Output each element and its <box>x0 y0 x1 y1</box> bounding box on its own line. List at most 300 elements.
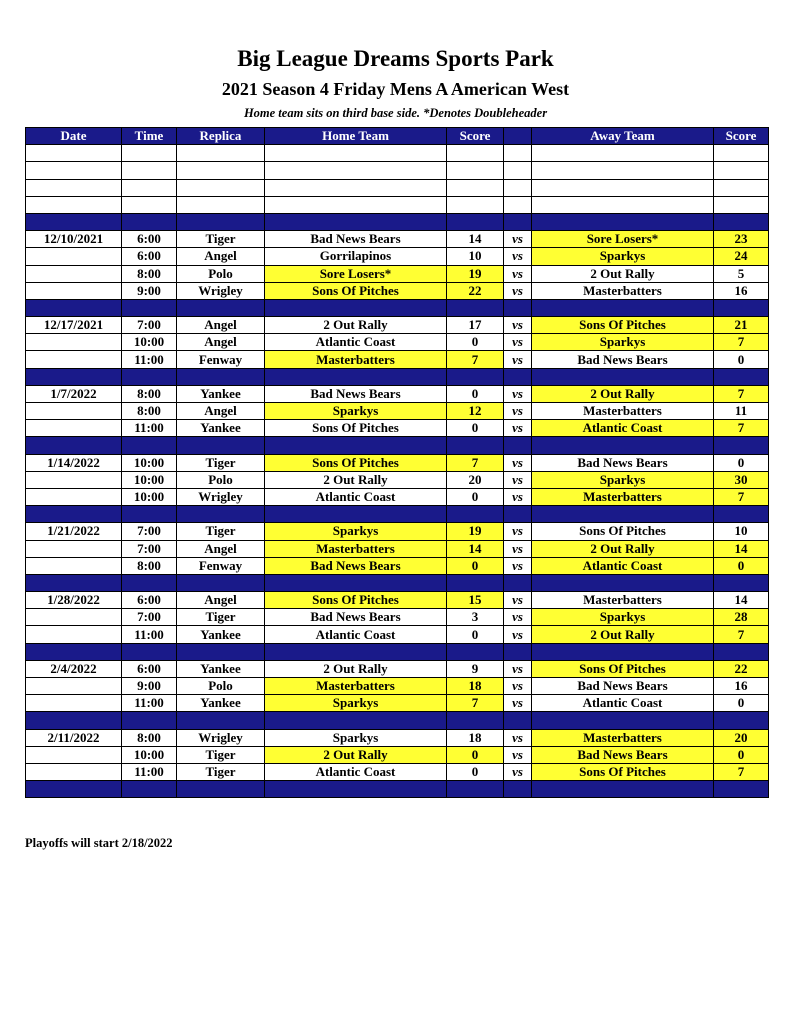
band-cell <box>265 299 447 316</box>
date-cell <box>26 488 122 505</box>
home-team-cell: Masterbatters <box>265 540 447 557</box>
playoffs-note: Playoffs will start 2/18/2022 <box>25 836 173 850</box>
replica-cell: Yankee <box>177 695 265 712</box>
vs-cell: vs <box>504 763 532 780</box>
band-cell <box>177 368 265 385</box>
time-cell <box>122 196 177 213</box>
band-cell <box>26 437 122 454</box>
away-team-cell: Sparkys <box>532 248 714 265</box>
home-score-cell: 15 <box>447 592 504 609</box>
time-cell: 10:00 <box>122 746 177 763</box>
vs-cell: vs <box>504 678 532 695</box>
date-cell: 2/4/2022 <box>26 660 122 677</box>
replica-cell <box>177 145 265 162</box>
replica-cell: Angel <box>177 334 265 351</box>
away-team-cell: Sparkys <box>532 334 714 351</box>
game-row <box>26 385 769 402</box>
home-score-cell: 0 <box>447 488 504 505</box>
home-score-cell: 7 <box>447 695 504 712</box>
band-cell <box>177 299 265 316</box>
band-cell <box>26 643 122 660</box>
band-cell <box>122 506 177 523</box>
time-cell: 6:00 <box>122 592 177 609</box>
date-cell <box>26 162 122 179</box>
page-note: Home team sits on third base side. *Denotes Doubleheader <box>243 106 548 120</box>
replica-cell: Tiger <box>177 609 265 626</box>
home-team-cell <box>265 162 447 179</box>
home-team-cell: 2 Out Rally <box>265 317 447 334</box>
date-cell <box>26 179 122 196</box>
away-score-cell: 7 <box>714 626 769 643</box>
home-score-cell: 14 <box>447 540 504 557</box>
band-cell <box>26 574 122 591</box>
away-score-cell <box>714 145 769 162</box>
date-cell: 1/21/2022 <box>26 523 122 540</box>
away-team-cell: 2 Out Rally <box>532 265 714 282</box>
vs-cell <box>504 179 532 196</box>
away-score-cell: 7 <box>714 385 769 402</box>
vs-cell: vs <box>504 471 532 488</box>
away-score-cell: 24 <box>714 248 769 265</box>
away-team-cell: Bad News Bears <box>532 678 714 695</box>
time-cell: 8:00 <box>122 265 177 282</box>
separator-band <box>26 643 769 660</box>
home-team-cell: Bad News Bears <box>265 385 447 402</box>
away-team-cell: Atlantic Coast <box>532 420 714 437</box>
home-team-cell: Atlantic Coast <box>265 334 447 351</box>
vs-cell: vs <box>504 695 532 712</box>
time-cell: 8:00 <box>122 557 177 574</box>
away-score-cell: 0 <box>714 454 769 471</box>
game-row <box>26 317 769 334</box>
time-cell: 7:00 <box>122 540 177 557</box>
time-cell <box>122 162 177 179</box>
away-team-cell: Masterbatters <box>532 282 714 299</box>
blank-row <box>26 179 769 196</box>
time-cell: 6:00 <box>122 248 177 265</box>
game-row <box>26 403 769 420</box>
game-row <box>26 334 769 351</box>
home-team-cell: Sparkys <box>265 729 447 746</box>
away-score-cell: 28 <box>714 609 769 626</box>
home-team-cell: Masterbatters <box>265 678 447 695</box>
col-header-replica: Replica <box>177 128 265 145</box>
date-cell <box>26 557 122 574</box>
separator-band <box>26 299 769 316</box>
date-cell <box>26 334 122 351</box>
band-cell <box>532 299 714 316</box>
replica-cell: Yankee <box>177 660 265 677</box>
home-score-cell <box>447 145 504 162</box>
vs-cell: vs <box>504 334 532 351</box>
home-score-cell: 19 <box>447 523 504 540</box>
col-header-time: Time <box>122 128 177 145</box>
band-cell <box>122 781 177 798</box>
band-cell <box>447 506 504 523</box>
away-score-cell: 10 <box>714 523 769 540</box>
time-cell: 8:00 <box>122 403 177 420</box>
band-cell <box>714 574 769 591</box>
home-score-cell: 18 <box>447 729 504 746</box>
game-row <box>26 592 769 609</box>
home-score-cell <box>447 179 504 196</box>
away-score-cell: 0 <box>714 351 769 368</box>
away-team-cell <box>532 162 714 179</box>
band-cell <box>265 781 447 798</box>
away-score-cell: 20 <box>714 729 769 746</box>
game-row <box>26 557 769 574</box>
date-cell <box>26 471 122 488</box>
separator-band <box>26 368 769 385</box>
away-score-cell: 0 <box>714 746 769 763</box>
band-cell <box>714 437 769 454</box>
separator-band <box>26 781 769 798</box>
home-team-cell: Atlantic Coast <box>265 488 447 505</box>
separator-band <box>26 506 769 523</box>
date-cell: 1/28/2022 <box>26 592 122 609</box>
home-team-cell: Masterbatters <box>265 351 447 368</box>
home-score-cell: 14 <box>447 231 504 248</box>
vs-cell: vs <box>504 729 532 746</box>
band-cell <box>504 712 532 729</box>
vs-cell: vs <box>504 523 532 540</box>
home-score-cell: 22 <box>447 282 504 299</box>
home-score-cell <box>447 196 504 213</box>
vs-cell: vs <box>504 454 532 471</box>
replica-cell: Angel <box>177 403 265 420</box>
band-cell <box>532 712 714 729</box>
away-score-cell: 16 <box>714 282 769 299</box>
blank-row <box>26 162 769 179</box>
away-team-cell: Masterbatters <box>532 488 714 505</box>
home-score-cell: 7 <box>447 454 504 471</box>
date-cell: 12/17/2021 <box>26 317 122 334</box>
home-team-cell: 2 Out Rally <box>265 471 447 488</box>
date-cell <box>26 420 122 437</box>
date-cell <box>26 248 122 265</box>
band-cell <box>26 299 122 316</box>
replica-cell: Tiger <box>177 746 265 763</box>
replica-cell: Angel <box>177 248 265 265</box>
home-team-cell <box>265 145 447 162</box>
home-team-cell: Sons Of Pitches <box>265 454 447 471</box>
band-cell <box>447 368 504 385</box>
game-row <box>26 248 769 265</box>
home-team-cell: Bad News Bears <box>265 609 447 626</box>
band-cell <box>714 643 769 660</box>
col-header-date: Date <box>26 128 122 145</box>
game-row <box>26 763 769 780</box>
replica-cell: Yankee <box>177 385 265 402</box>
away-team-cell: Sparkys <box>532 471 714 488</box>
game-row <box>26 695 769 712</box>
band-cell <box>714 299 769 316</box>
band-cell <box>504 643 532 660</box>
band-cell <box>122 643 177 660</box>
away-score-cell: 16 <box>714 678 769 695</box>
replica-cell: Wrigley <box>177 488 265 505</box>
band-cell <box>122 712 177 729</box>
band-cell <box>122 368 177 385</box>
replica-cell: Wrigley <box>177 729 265 746</box>
away-score-cell <box>714 162 769 179</box>
band-cell <box>122 574 177 591</box>
game-row <box>26 660 769 677</box>
home-team-cell <box>265 196 447 213</box>
home-team-cell: 2 Out Rally <box>265 660 447 677</box>
replica-cell: Fenway <box>177 351 265 368</box>
page-title: Big League Dreams Sports Park <box>237 46 554 71</box>
time-cell: 7:00 <box>122 523 177 540</box>
home-score-cell: 0 <box>447 385 504 402</box>
vs-cell: vs <box>504 626 532 643</box>
band-cell <box>532 643 714 660</box>
away-team-cell: Atlantic Coast <box>532 695 714 712</box>
home-score-cell: 0 <box>447 763 504 780</box>
game-row <box>26 746 769 763</box>
home-team-cell: Atlantic Coast <box>265 626 447 643</box>
band-cell <box>265 213 447 230</box>
away-score-cell: 22 <box>714 660 769 677</box>
date-cell <box>26 282 122 299</box>
time-cell: 9:00 <box>122 282 177 299</box>
time-cell: 9:00 <box>122 678 177 695</box>
replica-cell: Tiger <box>177 523 265 540</box>
away-score-cell: 14 <box>714 540 769 557</box>
game-row <box>26 420 769 437</box>
replica-cell: Fenway <box>177 557 265 574</box>
game-row <box>26 265 769 282</box>
band-cell <box>265 574 447 591</box>
band-cell <box>447 781 504 798</box>
vs-cell <box>504 196 532 213</box>
vs-cell: vs <box>504 317 532 334</box>
date-cell: 2/11/2022 <box>26 729 122 746</box>
time-cell: 10:00 <box>122 334 177 351</box>
away-score-cell: 7 <box>714 334 769 351</box>
time-cell <box>122 179 177 196</box>
band-cell <box>265 506 447 523</box>
home-score-cell: 19 <box>447 265 504 282</box>
vs-cell: vs <box>504 746 532 763</box>
separator-band <box>26 213 769 230</box>
home-team-cell: Sons Of Pitches <box>265 282 447 299</box>
date-cell <box>26 196 122 213</box>
vs-cell: vs <box>504 351 532 368</box>
away-team-cell: Sons Of Pitches <box>532 763 714 780</box>
date-cell <box>26 265 122 282</box>
band-cell <box>265 712 447 729</box>
game-row <box>26 540 769 557</box>
band-cell <box>122 299 177 316</box>
replica-cell: Yankee <box>177 420 265 437</box>
band-cell <box>447 712 504 729</box>
away-team-cell <box>532 145 714 162</box>
date-cell <box>26 626 122 643</box>
time-cell: 6:00 <box>122 660 177 677</box>
away-score-cell: 11 <box>714 403 769 420</box>
away-team-cell: Sore Losers* <box>532 231 714 248</box>
replica-cell <box>177 196 265 213</box>
away-score-cell <box>714 196 769 213</box>
band-cell <box>447 213 504 230</box>
date-cell: 1/7/2022 <box>26 385 122 402</box>
date-cell <box>26 678 122 695</box>
vs-cell: vs <box>504 248 532 265</box>
band-cell <box>714 213 769 230</box>
home-score-cell: 10 <box>447 248 504 265</box>
replica-cell: Angel <box>177 592 265 609</box>
away-score-cell: 14 <box>714 592 769 609</box>
time-cell <box>122 145 177 162</box>
band-cell <box>447 437 504 454</box>
band-cell <box>122 437 177 454</box>
separator-band <box>26 712 769 729</box>
home-team-cell: Sons Of Pitches <box>265 592 447 609</box>
home-team-cell: Sore Losers* <box>265 265 447 282</box>
date-cell: 1/14/2022 <box>26 454 122 471</box>
vs-cell: vs <box>504 403 532 420</box>
home-score-cell: 12 <box>447 403 504 420</box>
band-cell <box>504 213 532 230</box>
time-cell: 11:00 <box>122 763 177 780</box>
band-cell <box>177 712 265 729</box>
time-cell: 6:00 <box>122 231 177 248</box>
date-cell <box>26 403 122 420</box>
date-cell <box>26 540 122 557</box>
away-score-cell: 5 <box>714 265 769 282</box>
time-cell: 11:00 <box>122 420 177 437</box>
band-cell <box>447 643 504 660</box>
away-team-cell: 2 Out Rally <box>532 385 714 402</box>
game-row <box>26 231 769 248</box>
replica-cell: Polo <box>177 265 265 282</box>
home-team-cell: 2 Out Rally <box>265 746 447 763</box>
game-row <box>26 282 769 299</box>
band-cell <box>26 781 122 798</box>
band-cell <box>714 506 769 523</box>
home-score-cell: 0 <box>447 557 504 574</box>
band-cell <box>177 506 265 523</box>
away-team-cell: Bad News Bears <box>532 746 714 763</box>
replica-cell: Tiger <box>177 454 265 471</box>
band-cell <box>532 781 714 798</box>
band-cell <box>714 712 769 729</box>
replica-cell: Tiger <box>177 763 265 780</box>
time-cell: 8:00 <box>122 385 177 402</box>
replica-cell: Yankee <box>177 626 265 643</box>
home-score-cell: 9 <box>447 660 504 677</box>
band-cell <box>177 213 265 230</box>
band-cell <box>714 368 769 385</box>
away-score-cell: 0 <box>714 557 769 574</box>
home-score-cell <box>447 162 504 179</box>
away-team-cell: Sons Of Pitches <box>532 660 714 677</box>
away-team-cell <box>532 196 714 213</box>
home-score-cell: 18 <box>447 678 504 695</box>
col-header-away-score: Score <box>714 128 769 145</box>
col-header-vs <box>504 128 532 145</box>
away-team-cell: Atlantic Coast <box>532 557 714 574</box>
vs-cell: vs <box>504 385 532 402</box>
away-score-cell: 21 <box>714 317 769 334</box>
away-score-cell: 7 <box>714 488 769 505</box>
replica-cell: Wrigley <box>177 282 265 299</box>
vs-cell: vs <box>504 660 532 677</box>
band-cell <box>177 643 265 660</box>
time-cell: 7:00 <box>122 317 177 334</box>
time-cell: 10:00 <box>122 471 177 488</box>
home-score-cell: 0 <box>447 334 504 351</box>
away-score-cell: 23 <box>714 231 769 248</box>
away-score-cell: 30 <box>714 471 769 488</box>
band-cell <box>504 574 532 591</box>
away-team-cell: Masterbatters <box>532 592 714 609</box>
band-cell <box>26 506 122 523</box>
separator-band <box>26 574 769 591</box>
page-subtitle: 2021 Season 4 Friday Mens A American West <box>221 79 570 99</box>
game-row <box>26 678 769 695</box>
band-cell <box>714 781 769 798</box>
band-cell <box>447 574 504 591</box>
home-score-cell: 17 <box>447 317 504 334</box>
band-cell <box>532 574 714 591</box>
band-cell <box>532 437 714 454</box>
home-team-cell: Sparkys <box>265 403 447 420</box>
replica-cell: Tiger <box>177 231 265 248</box>
date-cell <box>26 609 122 626</box>
schedule-table <box>25 127 769 798</box>
date-cell <box>26 145 122 162</box>
home-score-cell: 0 <box>447 420 504 437</box>
game-row <box>26 351 769 368</box>
band-cell <box>532 213 714 230</box>
band-cell <box>504 781 532 798</box>
game-row <box>26 454 769 471</box>
home-score-cell: 0 <box>447 746 504 763</box>
band-cell <box>504 506 532 523</box>
away-score-cell: 7 <box>714 420 769 437</box>
blank-row <box>26 145 769 162</box>
separator-band <box>26 437 769 454</box>
band-cell <box>447 299 504 316</box>
vs-cell: vs <box>504 265 532 282</box>
band-cell <box>504 437 532 454</box>
band-cell <box>26 368 122 385</box>
away-team-cell: Masterbatters <box>532 729 714 746</box>
time-cell: 11:00 <box>122 351 177 368</box>
time-cell: 10:00 <box>122 454 177 471</box>
vs-cell <box>504 162 532 179</box>
away-team-cell: Sparkys <box>532 609 714 626</box>
replica-cell: Polo <box>177 678 265 695</box>
replica-cell: Polo <box>177 471 265 488</box>
game-row <box>26 729 769 746</box>
band-cell <box>265 368 447 385</box>
away-score-cell <box>714 179 769 196</box>
band-cell <box>26 712 122 729</box>
home-team-cell: Sons Of Pitches <box>265 420 447 437</box>
home-score-cell: 20 <box>447 471 504 488</box>
band-cell <box>532 368 714 385</box>
time-cell: 8:00 <box>122 729 177 746</box>
band-cell <box>177 781 265 798</box>
time-cell: 11:00 <box>122 626 177 643</box>
date-cell <box>26 351 122 368</box>
game-row <box>26 471 769 488</box>
table-header-row <box>26 128 769 145</box>
away-score-cell: 7 <box>714 763 769 780</box>
